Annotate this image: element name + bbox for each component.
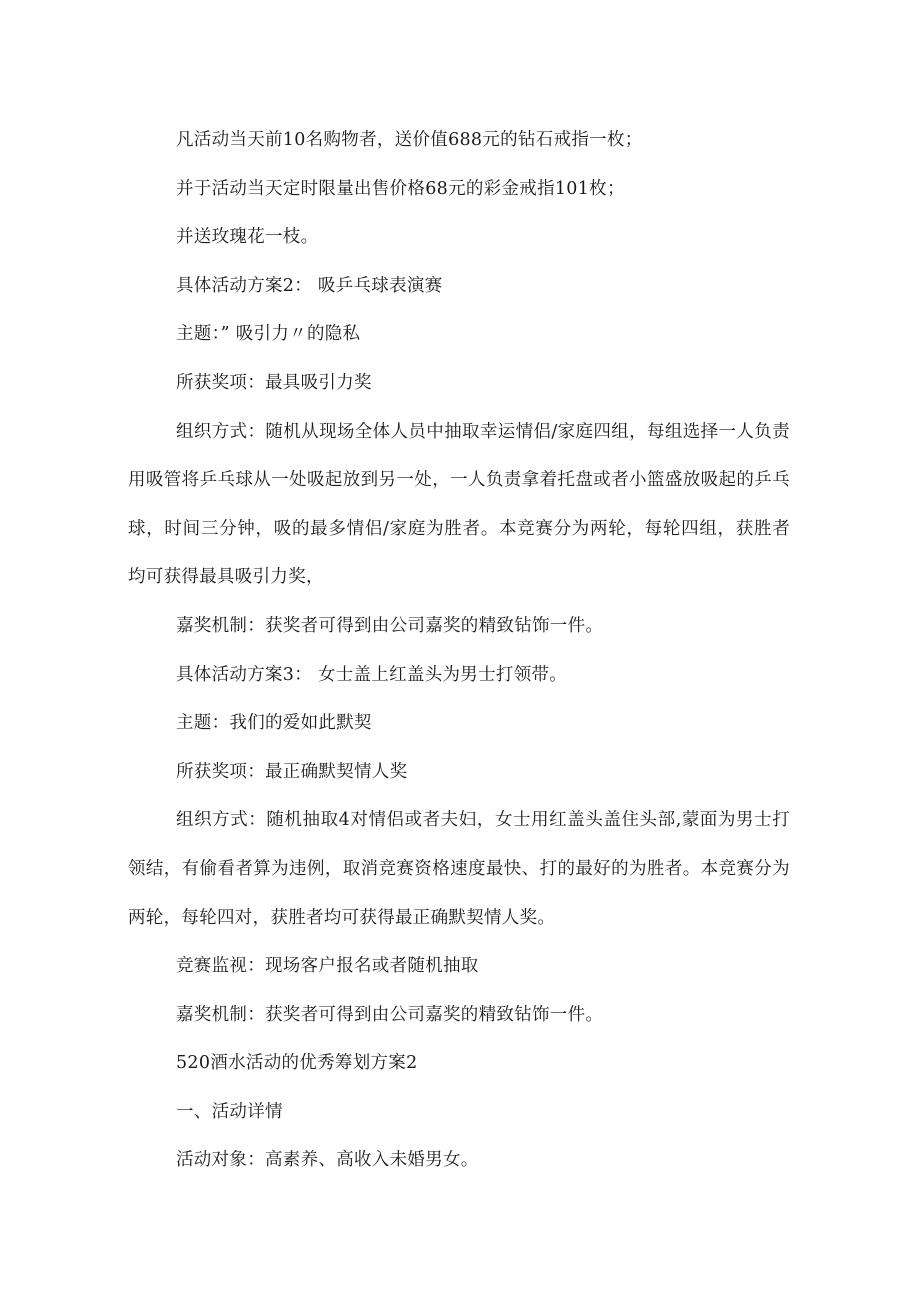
heading-activity-plan-3: 具体活动方案3： 女士盖上红盖头为男士打领带。 xyxy=(176,664,568,685)
paragraph-promo-rose: 并送玫瑰花一枝。 xyxy=(176,227,319,248)
paragraph-plan-3-reward: 嘉奖机制：获奖者可得到由公司嘉奖的精致钻饰一件。 xyxy=(176,1004,604,1025)
paragraph-plan-2-award: 所获奖项：最具吸引力奖 xyxy=(176,372,372,393)
paragraph-plan-2-theme: 主题：” 吸引力〃的隐私 xyxy=(176,324,361,345)
paragraph-plan-3-supervision: 竞赛监视：现场客户报名或者随机抽取 xyxy=(176,956,479,977)
paragraph-plan-2-organization: 组织方式：随机从现场全体人员中抽取幸运情侣/家庭四组，每组选择一人负责用吸管将乒乓球从一处吸起放到另一处，一人负责拿着托盘或者小篮盛放吸起的乒乓球，时间三分钟，吸的最多情侣/家庭为胜者。本竞赛分为两轮，每轮四组，获胜者均可获得最具吸引力奖， xyxy=(128,421,790,588)
paragraph-promo-diamond-ring: 凡活动当天前10名购物者，送价值688元的钻石戒指一枚； xyxy=(176,130,643,150)
paragraph-plan-3-organization: 组织方式：随机抽取4对情侣或者夫妇，女士用红盖头盖住头部,蒙面为男士打领结，有偷看者算为违例，取消竞赛资格速度最快、打的最好的为胜者。本竞赛分为两轮，每轮四对，获胜者均可获得最正确默契情人奖。 xyxy=(128,810,790,928)
heading-activity-plan-2: 具体活动方案2： 吸乒乓球表演赛 xyxy=(176,275,443,296)
paragraph-plan-3-theme: 主题：我们的爱如此默契 xyxy=(176,713,372,734)
paragraph-activity-target: 活动对象：高素养、高收入未婚男女。 xyxy=(176,1150,479,1171)
heading-activity-details: 一、活动详情 xyxy=(176,1101,283,1122)
paragraph-promo-gold-ring: 并于活动当天定时限量出售价格68元的彩金戒指101枚； xyxy=(176,178,625,199)
paragraph-plan-3-award: 所获奖项：最正确默契情人奖 xyxy=(176,761,408,782)
heading-plan-520-2: 520酒水活动的优秀筹划方案2 xyxy=(176,1053,418,1074)
paragraph-plan-2-reward: 嘉奖机制：获奖者可得到由公司嘉奖的精致钻饰一件。 xyxy=(176,615,604,636)
document-body xyxy=(128,116,790,1185)
